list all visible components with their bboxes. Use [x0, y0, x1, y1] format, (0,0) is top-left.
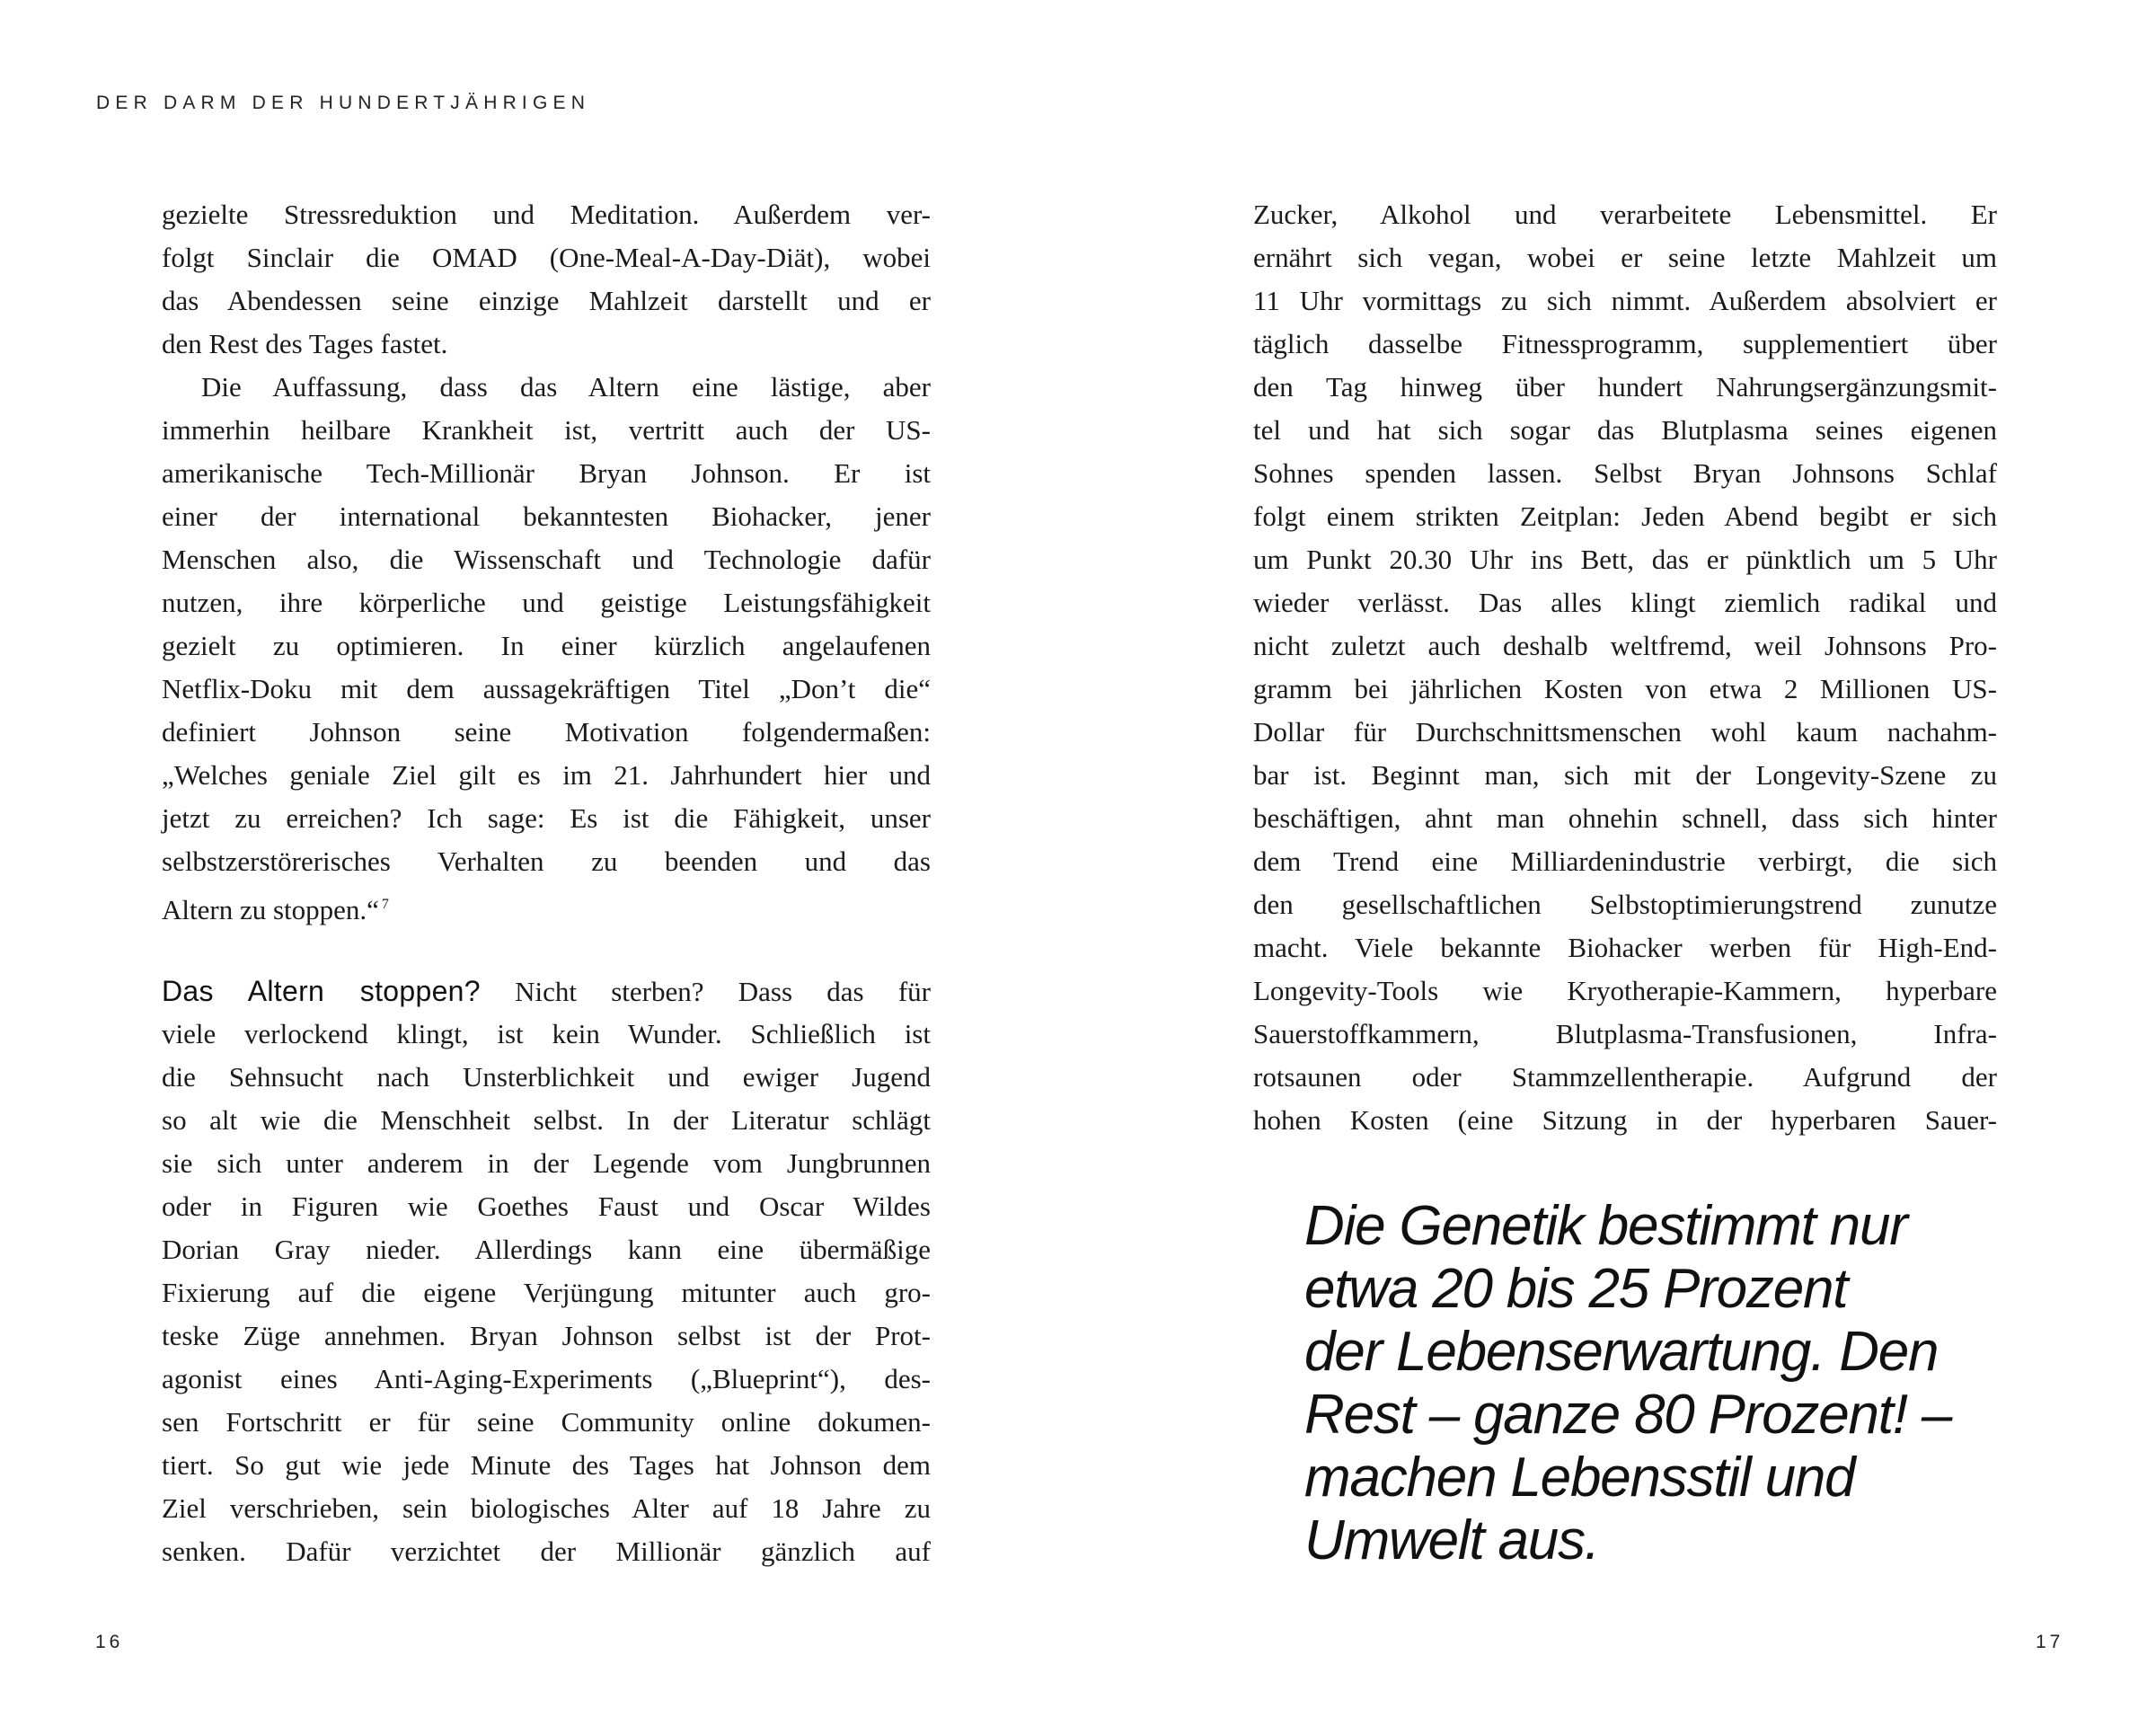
text-line: „Welches geniale Ziel gilt es im 21. Jahrhundert hier und — [162, 759, 931, 791]
text-line: wieder verlässt. Das alles klingt ziemlich radikal und — [1253, 587, 1997, 618]
text-line: teske Züge annehmen. Bryan Johnson selbst ist der Prot- — [162, 1320, 931, 1351]
text-line: das Abendessen seine einzige Mahlzeit darstellt und er — [162, 285, 931, 316]
text-line: den gesellschaftlichen Selbstoptimierungstrend zunutze — [1253, 889, 1997, 920]
text-line: so alt wie die Menschheit selbst. In der Literatur schlägt — [162, 1104, 931, 1136]
text-line: einer der international bekanntesten Biohacker, jener — [162, 500, 931, 532]
text-line — [162, 883, 931, 926]
pull-quote-line: Die Genetik bestimmt nur — [1304, 1195, 1907, 1257]
text-line: folgt einem strikten Zeitplan: Jeden Abend begibt er sich — [1253, 500, 1997, 532]
pull-quote-line: der Lebenserwartung. Den — [1304, 1321, 1939, 1383]
pull-quote-line: Rest – ganze 80 Prozent! – — [1304, 1384, 1952, 1446]
pull-quote-line: Umwelt aus. — [1304, 1509, 1599, 1571]
text-line: Sauerstoffkammern, Blutplasma-Transfusionen, Infra- — [1253, 1018, 1997, 1049]
paragraph — [162, 969, 931, 1573]
pull-quote-line: machen Lebensstil und — [1304, 1447, 1855, 1509]
text-line: macht. Viele bekannte Biohacker werben für High-End- — [1253, 932, 1997, 963]
text-line: definiert Johnson seine Motivation folgendermaßen: — [162, 716, 931, 748]
text-line: nutzen, ihre körperliche und geistige Leistungsfähigkeit — [162, 587, 931, 618]
text-line: Zucker, Alkohol und verarbeitete Lebensmittel. Er — [1253, 199, 1997, 230]
text-line: den Tag hinweg über hundert Nahrungsergänzungsmit- — [1253, 371, 1997, 403]
text-line: gezielte Stressreduktion und Meditation. Außerdem ver- — [162, 199, 931, 230]
text-line: hohen Kosten (eine Sitzung in der hyperbaren Sauer- — [1253, 1104, 1997, 1136]
text-line: tel und hat sich sogar das Blutplasma seines eigenen — [1253, 414, 1997, 446]
pull-quote — [1304, 1195, 2113, 1572]
paragraph — [162, 366, 931, 926]
text-line: Longevity-Tools wie Kryotherapie-Kammern, hyperbare — [1253, 975, 1997, 1006]
text-line: Sohnes spenden lassen. Selbst Bryan Johnsons Schlaf — [1253, 457, 1997, 489]
left-page-body — [162, 193, 931, 1573]
section-spacer — [162, 926, 931, 969]
text-line: den Rest des Tages fastet. — [162, 328, 448, 359]
text-line: Netflix-Doku mit dem aussagekräftigen Titel „Don’t die“ — [162, 673, 931, 704]
text-line: senken. Dafür verzichtet der Millionär gänzlich auf — [162, 1536, 931, 1567]
text-line: sie sich unter anderem in der Legende vom Jungbrunnen — [162, 1147, 931, 1179]
text-line: beschäftigen, ahnt man ohnehin schnell, dass sich hinter — [1253, 802, 1997, 834]
text-span: Altern zu stoppen.“ — [162, 894, 379, 925]
text-line: Menschen also, die Wissenschaft und Technologie dafür — [162, 544, 931, 575]
text-line: tiert. So gut wie jede Minute des Tages hat Johnson dem — [162, 1449, 931, 1481]
text-line: jetzt zu erreichen? Ich sage: Es ist die Fähigkeit, unser — [162, 802, 931, 834]
text-line: dem Trend eine Milliardenindustrie verbirgt, die sich — [1253, 845, 1997, 877]
running-head: DER DARM DER HUNDERTJÄHRIGEN — [96, 93, 591, 113]
right-page-body — [1253, 193, 1997, 1142]
text-line: immerhin heilbare Krankheit ist, vertritt auch der US- — [162, 414, 931, 446]
text-line: gezielt zu optimieren. In einer kürzlich angelaufenen — [162, 630, 931, 661]
text-line: bar ist. Beginnt man, sich mit der Longevity-Szene zu — [1253, 759, 1997, 791]
text-line: täglich dasselbe Fitnessprogramm, supplementiert über — [1253, 328, 1997, 359]
text-line: rotsaunen oder Stammzellentherapie. Aufgrund der — [1253, 1061, 1997, 1093]
footnote-reference[interactable]: 7 — [381, 897, 389, 912]
text-line: Dorian Gray nieder. Allerdings kann eine übermäßige — [162, 1234, 931, 1265]
text-line: Die Auffassung, dass das Altern eine lästige, aber — [201, 371, 931, 403]
text-line — [162, 969, 931, 1013]
text-line: viele verlockend klingt, ist kein Wunder. Schließlich ist — [162, 1018, 931, 1049]
text-line: amerikanische Tech-Millionär Bryan Johnson. Er ist — [162, 457, 931, 489]
text-line: selbstzerstörerisches Verhalten zu beenden und das — [162, 845, 931, 877]
text-line: 11 Uhr vormittags zu sich nimmt. Außerdem absolviert er — [1253, 285, 1997, 316]
text-line: Fixierung auf die eigene Verjüngung mitunter auch gro- — [162, 1277, 931, 1308]
text-line: Dollar für Durchschnittsmenschen wohl kaum nachahm- — [1253, 716, 1997, 748]
paragraph — [162, 193, 931, 366]
text-line: agonist eines Anti-Aging-Experiments („Blueprint“), des- — [162, 1363, 931, 1394]
page-number-right: 17 — [2036, 1632, 2064, 1652]
page-number-left: 16 — [95, 1632, 124, 1652]
section-heading: Das Altern stoppen? — [162, 975, 481, 1007]
pull-quote-line: etwa 20 bis 25 Prozent — [1304, 1258, 1848, 1320]
text-line: folgt Sinclair die OMAD (One-Meal-A-Day-Diät), wobei — [162, 242, 931, 273]
text-line: um Punkt 20.30 Uhr ins Bett, das er pünktlich um 5 Uhr — [1253, 544, 1997, 575]
text-line: ernährt sich vegan, wobei er seine letzte Mahlzeit um — [1253, 242, 1997, 273]
text-line: nicht zuletzt auch deshalb weltfremd, weil Johnsons Pro- — [1253, 630, 1997, 661]
text-line: Ziel verschrieben, sein biologisches Alter auf 18 Jahre zu — [162, 1492, 931, 1524]
text-line: die Sehnsucht nach Unsterblichkeit und ewiger Jugend — [162, 1061, 931, 1093]
text-line: oder in Figuren wie Goethes Faust und Oscar Wildes — [162, 1190, 931, 1222]
text-line: sen Fortschritt er für seine Community online dokumen- — [162, 1406, 931, 1438]
text-line: gramm bei jährlichen Kosten von etwa 2 Millionen US- — [1253, 673, 1997, 704]
text-span: Nicht sterben? Dass das für — [515, 976, 931, 1007]
